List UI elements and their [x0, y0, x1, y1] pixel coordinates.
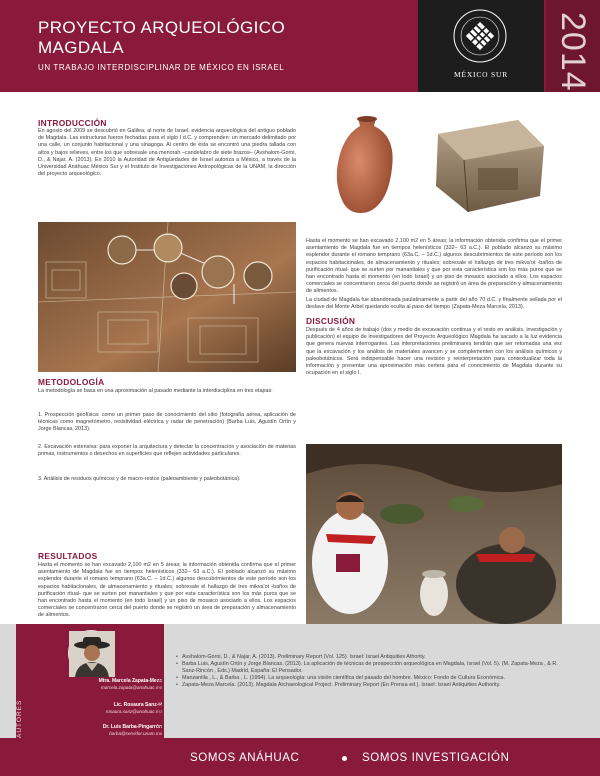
- discusion-heading: DISCUSIÓN: [306, 316, 356, 326]
- artifacts-image: [318, 112, 558, 222]
- metodologia-step-2: 2. Excavación extensiva: para exponer la arquitectura y detectar la concentración y asociación de materias primas, instrumentos o desechos en superficies que reflejen actividades particulares.: [38, 444, 296, 458]
- year-label: 2014: [554, 12, 592, 92]
- resultados-text: Hasta el momento se han excavado 2,100 m2 en 5 áreas; la información obtenida confirma que el primer asentamiento de Magdala fue en tiempos helenísticos (332– 63 a.C.). El poblado alcanzó su máximo esplendor durante el romano temprano (63a.C. – 1d.C.) algunos descubrimientos de este período son los espacios habitacionales, de almacenamiento y rituales; sobresale el hallazgo de tres mikva'ot -baños de purificación ritual- que se surten por manantiales y que por esta característica son los más puros que se han encontrado hasta el momento (en todo Israel) y un piso de mosaico asociado a ellos. Los espacios comerciales se concentraron cerca del puerto donde se registró un área de preparación y almacenamiento de alimentos.: [38, 562, 296, 619]
- university-seal-icon: [446, 8, 514, 64]
- author-email-2[interactable]: rosaura.sanz@anahuac.mx: [105, 709, 162, 714]
- slogan-separator-icon: [342, 756, 347, 761]
- resultados-text-end: La ciudad de Magdala fue abandonada paulatinamente a partir del año 70 d.C. y finalmente sellada por el deslave del Monte Arbel quedando oculta al paso del tiempo (Zapata-Meza Marcela, 2013).: [306, 297, 562, 311]
- poster-title: PROYECTO ARQUEOLÓGICO MAGDALA: [38, 18, 286, 57]
- slogan-left: SOMOS ANÁHUAC: [190, 752, 300, 764]
- excavation-photo: [306, 444, 562, 624]
- site-survey-illustration: [38, 222, 296, 372]
- logo-caption: MÉXICO SUR: [453, 70, 509, 79]
- authors-label: AUTORES: [16, 699, 23, 738]
- slogan-right: SOMOS INVESTIGACIÓN: [362, 752, 510, 764]
- reference-item: • Manzanilla , L., & Barba , L. (1994). La arqueología: una visión científica del pasado del hombre. México: Fondo de Cultura Económica.: [176, 675, 566, 682]
- discusion-text: Después de 4 años de trabajo (dos y medio de excavación continua y el resto en análisis, investigación y publicación) el equipo de investigadores del Proyecto Arqueológico Magdala ha sacado a la luz evidencia que genera nuevas interrogantes. Las interpretaciones preliminares tendrán que ser retomadas una vez que la excavación y los análisis de materiales avancen y se complementen con los análisis químicos y paleobotánicos. Será indispensable hacer una revisión y reinterpretación para contextualizar toda la información y presentar una aproximación más certera para el conocimiento de Magdala durante su ocupación en el siglo I.: [306, 327, 562, 377]
- author-avatar: [68, 630, 114, 676]
- slogan-bar: [0, 738, 600, 776]
- site-survey-image: [38, 222, 296, 372]
- references-list: [176, 654, 566, 689]
- resultados-heading: RESULTADOS: [38, 551, 98, 561]
- author-email-1[interactable]: marcela.zapata@anahuac.mx: [100, 685, 162, 690]
- author-email-3[interactable]: barba@servidor.unam.mx: [109, 731, 162, 736]
- author-name-1: Mtra. Marcela Zapata-Meza: [98, 678, 162, 684]
- metodologia-heading: METODOLOGÍA: [38, 377, 105, 387]
- metodologia-step-3: 3. Análisis de residuos químicos y de macro-restos (paleoambiente y paleobotánica).: [38, 476, 241, 482]
- year-box: [546, 0, 600, 92]
- metodologia-step-1: 1. Prospección geofísica: como un primer paso de conocimiento del sitio (fotografía aérea, aplicación de técnicas como magnetómetro, resistividad eléctrica y radar de penetración) (Barba Luis, Agustín Ortín y Jorge Blancas, 2013).: [38, 412, 296, 433]
- intro-heading: INTRODUCCIÓN: [38, 118, 107, 128]
- poster-subtitle: UN TRABAJO INTERDISCIPLINAR DE MÉXICO EN ISRAEL: [38, 63, 285, 72]
- excavation-illustration: [306, 444, 562, 624]
- reference-item: • Barba Luis, Agustín Ortín y Jorge Blancas. (2013). La aplicación de técnicas de prospección arqueológica en Magdala, Israel (Vol. 5). (M. Zapata-Meza , & R. Sanz-Rincón , Eds.) Madrid, España: El Pensador.: [176, 661, 566, 675]
- author-name-3: Dr. Luis Barba-Pingarrón: [102, 724, 162, 730]
- resultados-text-cont: Hasta el momento se han excavado 2,100 m2 en 5 áreas; la información obtenida confirma que el primer asentamiento de Magdala fue en tiempos helenísticos (332– 63 a.C.). El poblado alcanzó su máximo esplendor durante el romano temprano (63a.C. – 1d.C.) algunos descubrimientos de este período son los espacios habitacionales, de almacenamiento y rituales; sobresale el hallazgo de tres mikva'ot -baños de purificación ritual- que se surten por manantiales y que por esta característica son los más puros que se han encontrado hasta el momento (en todo Israel) y un piso de mosaico asociado a ellos. Los espacios comerciales se concentraron cerca del puerto donde se registró un área de preparación y almacenamiento de alimentos.: [306, 238, 562, 295]
- author-portrait-icon: [69, 631, 115, 677]
- author-name-2: Lic. Rosaura Sanz-R: [113, 702, 162, 708]
- metodologia-intro: La metodología se basa en una aproximación al pasado mediante la interdisciplina en tres etapas:: [38, 388, 273, 394]
- artifacts-illustration: [318, 112, 558, 222]
- reference-item: • Avshalom-Gorni, D., & Najar, A. (2013). Preliminary Report (Vol. 125). Israel: Israel Antiquities Athority.: [176, 654, 566, 661]
- reference-item: • Zapata-Meza Marcela. (2013). Magdala Archaeological Project. Preliminary Report (En Prensa ed.). Israel: Israel Antiquities Authority.: [176, 682, 566, 689]
- references-label: REFERENCIAS: [158, 672, 165, 730]
- intro-text: En agosto del 2009 se descubrió en Galilea, al norte de Israel, evidencia arqueológica del antiguo poblado de Magdala. Las estructuras fueron fechadas para el siglo I d.C. y comprenden: un mercado delimitado por una calle, un conjunto habitacional y una sinagoga. Al centro de ésta se encontró una piedra tallada con altos y bajos relieves, entre los que sobresale una menorah –candelabro de siete brazos– (Avshalom-Gorni, D., & Najar, A. (2013). En 2010 la Autoridad de Antigüedades de Israel autoriza a México, a través de la Universidad Anáhuac México Sur y el Instituto de Investigaciones Antropológicas de la UNAM, la dirección del proyecto arqueológico.: [38, 128, 296, 178]
